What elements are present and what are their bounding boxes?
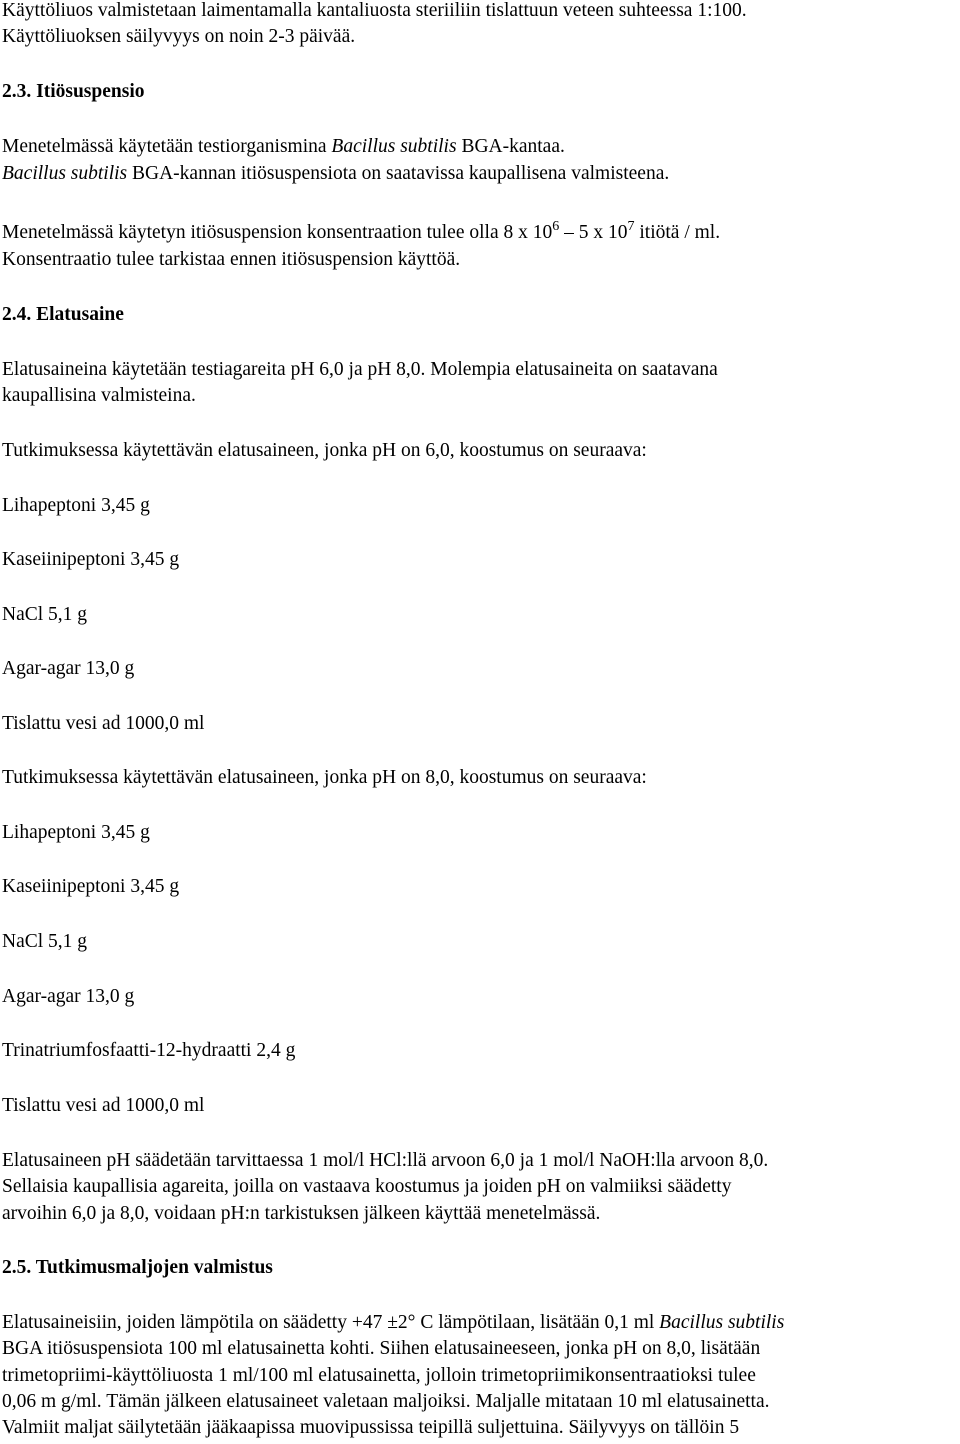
paragraph-line: Valmiit maljat säilytetään jääkaapissa muovipussissa teipillä suljettuina. Säilyvyys on tällöin 5 — [2, 1417, 740, 1438]
paragraph-line: 0,06 m g/ml. Tämän jälkeen elatusaineet valetaan maljoiksi. Maljalle mitataan 10 ml elatusainetta. — [2, 1391, 770, 1412]
exponent: 7 — [627, 218, 635, 235]
paragraph-line: Elatusaineisiin, joiden lämpötila on säädetty +47 ±2° C lämpötilaan, lisätään 0,1 ml Bacillus subtilis — [2, 1312, 785, 1333]
paragraph-line: Menetelmässä käytetään testiorganismina Bacillus subtilis BGA-kantaa. — [2, 136, 565, 157]
paragraph-line: BGA itiösuspensiota 100 ml elatusainetta kohti. Siihen elatusaineeseen, jonka pH on 8,0, lisätään — [2, 1338, 761, 1359]
medium-intro: Tutkimuksessa käytettävän elatusaineen, jonka pH on 6,0, koostumus on seuraava: — [2, 440, 647, 461]
ingredient-line: Lihapeptoni 3,45 g — [2, 495, 150, 516]
ingredient-line: Kaseiinipeptoni 3,45 g — [2, 549, 180, 570]
paragraph-line: Käyttöliuos valmistetaan laimentamalla kantaliuosta steriiliin tislattuun veteen suhteessa 1:100. — [2, 0, 747, 21]
paragraph-line: trimetopriimi-käyttöliuosta 1 ml/100 ml elatusainetta, jolloin trimetopriimikonsentraatioksi tulee — [2, 1365, 756, 1386]
paragraph-line: Elatusaineina käytetään testiagareita pH 6,0 ja pH 8,0. Molempia elatusaineita on saatavana — [2, 359, 718, 380]
paragraph-line: Käyttöliuoksen säilyvyys on noin 2-3 päivää. — [2, 26, 356, 47]
medium-intro: Tutkimuksessa käytettävän elatusaineen, jonka pH on 8,0, koostumus on seuraava: — [2, 767, 647, 788]
section-heading-2-3: 2.3. Itiösuspensio — [2, 81, 145, 102]
section-heading-2-4: 2.4. Elatusaine — [2, 304, 124, 325]
paragraph-line: Bacillus subtilis BGA-kannan itiösuspensiota on saatavissa kaupallisena valmisteena. — [2, 163, 670, 184]
ingredient-line: Tislattu vesi ad 1000,0 ml — [2, 713, 205, 734]
ingredient-line: Kaseiinipeptoni 3,45 g — [2, 876, 180, 897]
section-heading-2-5: 2.5. Tutkimusmaljojen valmistus — [2, 1257, 273, 1278]
paragraph-line: Sellaisia kaupallisia agareita, joilla on vastaava koostumus ja joiden pH on valmiiksi säädetty — [2, 1176, 732, 1197]
ingredient-line: Lihapeptoni 3,45 g — [2, 822, 150, 843]
ingredient-line: Tislattu vesi ad 1000,0 ml — [2, 1095, 205, 1116]
ingredient-line: Agar-agar 13,0 g — [2, 986, 135, 1007]
species-name: Bacillus subtilis — [659, 1312, 785, 1333]
paragraph-line: Elatusaineen pH säädetään tarvittaessa 1 mol/l HCl:llä arvoon 6,0 ja 1 mol/l NaOH:lla arvoon 8,0. — [2, 1150, 769, 1171]
paragraph-line: arvoihin 6,0 ja 8,0, voidaan pH:n tarkistuksen jälkeen käyttää menetelmässä. — [2, 1203, 601, 1224]
species-name: Bacillus subtilis — [2, 163, 128, 184]
exponent: 6 — [552, 218, 560, 235]
ingredient-line: NaCl 5,1 g — [2, 931, 88, 952]
species-name: Bacillus subtilis — [331, 136, 457, 157]
ingredient-line: Trinatriumfosfaatti-12-hydraatti 2,4 g — [2, 1040, 296, 1061]
paragraph-line: Menetelmässä käytetyn itiösuspension konsentraation tulee olla 8 x $10^6 - 5$ x $10^7$ itiötä / ml. — [2, 218, 721, 243]
ingredient-line: Agar-agar 13,0 g — [2, 658, 135, 679]
ingredient-line: NaCl 5,1 g — [2, 604, 88, 625]
paragraph-line: kaupallisina valmisteina. — [2, 385, 196, 406]
paragraph-line: Konsentraatio tulee tarkistaa ennen itiösuspension käyttöä. — [2, 249, 461, 270]
